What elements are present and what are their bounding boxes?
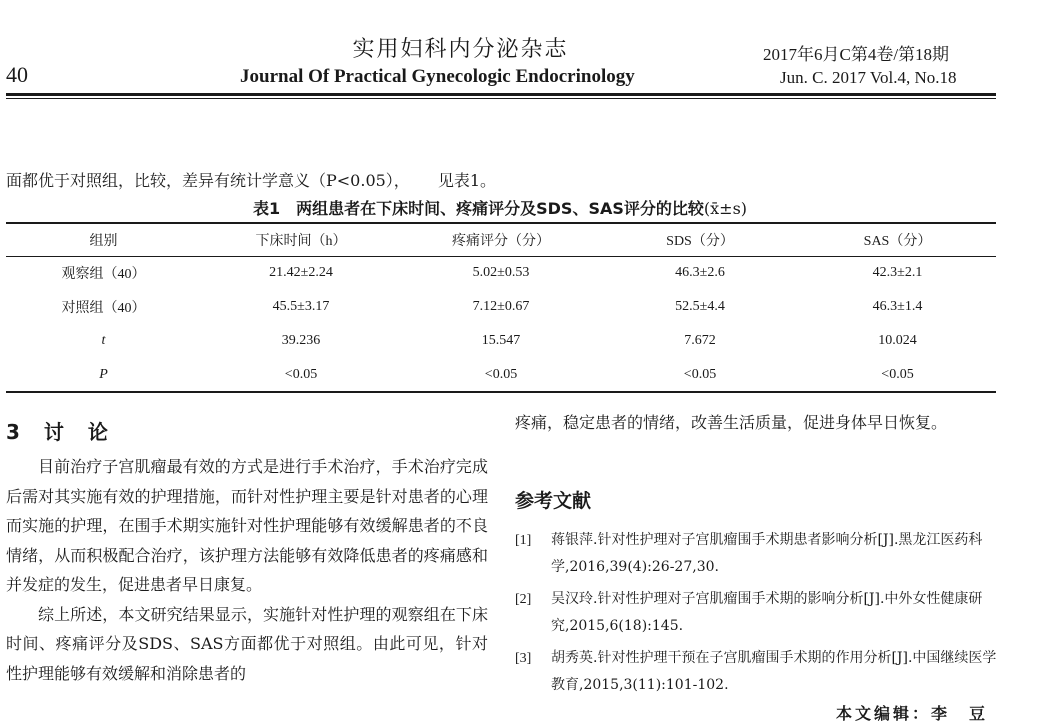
references-heading: 参考文献 <box>515 490 592 512</box>
table-cell: <0.05 <box>799 358 996 392</box>
header-ambulation-time: 下床时间（h） <box>201 223 401 256</box>
header-group: 组别 <box>6 223 201 256</box>
table-cell: 对照组（40） <box>61 301 146 316</box>
header-sas: SAS（分） <box>799 223 996 256</box>
table-header-row <box>6 223 996 256</box>
table-row <box>6 256 996 290</box>
table-cell: 15.547 <box>481 333 521 348</box>
comparison-table <box>6 222 996 393</box>
table-cell: 7.672 <box>684 333 716 348</box>
table-cell: 52.5±4.4 <box>675 299 725 314</box>
reference-text: 吴汉玲.针对性护理对子宫肌瘤围手术期的影响分析[J].中外女性健康研究,2015,6(18):145. <box>551 591 983 634</box>
table-cell: 7.12±0.67 <box>472 299 530 314</box>
table-cell: 39.236 <box>281 333 321 348</box>
table-row <box>6 290 996 324</box>
header-rule-thick <box>6 93 996 96</box>
reference-number: [1] <box>515 533 532 548</box>
reference-text: 蒋银萍.针对性护理对子宫肌瘤围手术期患者影响分析[J].黑龙江医药科学,2016,39(4):26-27,30. <box>551 532 983 575</box>
header-rule-thin <box>6 98 996 99</box>
table-cell: <0.05 <box>201 358 401 392</box>
table-title-math: (x̄±s) <box>703 199 748 218</box>
journal-title-cn-text: 实用妇科内分泌杂志 <box>352 37 569 62</box>
discussion-paragraph-1: 目前治疗子宫肌瘤最有效的方式是进行手术治疗，手术治疗完成后需对其实施有效的护理措施，而针对性护理主要是针对患者的心理而实施的护理，在围手术期实施针对性护理能够有效缓解患者的不良情绪，从而积极配合治疗，该护理方法能够有效降低患者的疼痛感和并发症的发生，促进患者早日康复。 <box>6 457 488 594</box>
reference-text: 胡秀英.针对性护理干预在子宫肌瘤围手术期的作用分析[J].中国继续医学教育,2015,3(11):101-102. <box>551 650 997 693</box>
header-sds: SDS（分） <box>601 223 799 256</box>
header-pain-score: 疼痛评分（分） <box>401 223 601 256</box>
table-cell: 46.3±1.4 <box>872 299 923 314</box>
reference-item <box>515 586 997 640</box>
issue-info-cn: 2017年6月C第4卷/第18期 <box>763 45 950 64</box>
right-column <box>515 408 997 438</box>
issue-info-en: Jun. C. 2017 Vol.4, No.18 <box>780 68 957 87</box>
table-cell: P <box>6 358 201 392</box>
reference-number: [2] <box>515 592 532 607</box>
table-cell: 46.3±2.6 <box>675 265 725 281</box>
table-cell: t <box>101 333 106 348</box>
page-number: 40 <box>6 62 28 87</box>
table-cell: 42.3±2.1 <box>872 265 923 281</box>
journal-title-en: Journal Of Practical Gynecologic Endocrinology <box>240 66 635 87</box>
table-row <box>6 324 996 358</box>
reference-number: [3] <box>515 651 532 666</box>
reference-item <box>515 527 997 581</box>
table-cell: <0.05 <box>601 358 799 392</box>
left-column <box>6 452 488 688</box>
table-cell: 10.024 <box>878 333 917 348</box>
continuation-line <box>6 168 496 191</box>
table-cell: 观察组（40） <box>61 267 146 283</box>
discussion-paragraph-2-cont: 疼痛，稳定患者的情绪，改善生活质量，促进身体早日恢复。 <box>515 413 948 432</box>
table-reference: 见表1。 <box>437 171 496 190</box>
section-heading-discussion: 3 讨 论 <box>6 420 110 444</box>
table-cell: 5.02±0.53 <box>472 265 530 281</box>
references-list <box>515 527 997 704</box>
reference-item <box>515 645 997 699</box>
table-cell: 21.42±2.24 <box>269 265 333 281</box>
table-title-text: 表1 两组患者在下床时间、疼痛评分及SDS、SAS评分的比较 <box>252 199 704 218</box>
editor-credit: 本文编辑：李 豆 <box>836 704 989 723</box>
table-cell: <0.05 <box>401 358 601 392</box>
continuation-text: 面都优于对照组，比较，差异有统计学意义（P<0.05）， <box>6 171 410 190</box>
table-row <box>6 358 996 392</box>
table-cell: 45.5±3.17 <box>272 299 330 314</box>
discussion-paragraph-2: 综上所述，本文研究结果显示，实施针对性护理的观察组在下床时间、疼痛评分及SDS、SAS方面都优于对照组。由此可见，针对性护理能够有效缓解和消除患者的 <box>6 604 488 683</box>
table-title <box>0 196 1000 219</box>
